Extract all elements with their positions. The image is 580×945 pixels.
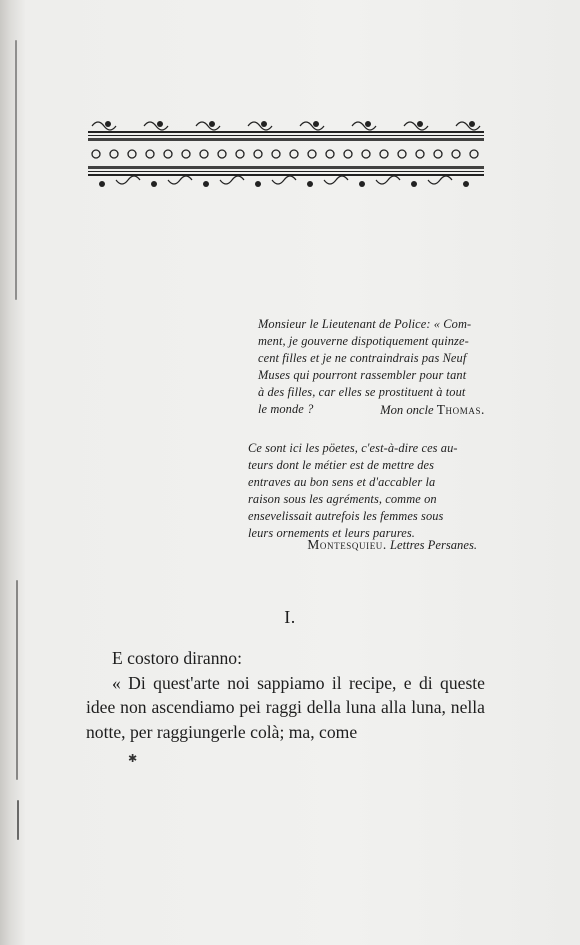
epigraph-line: entraves au bon sens et d'accabler la xyxy=(248,475,436,489)
attribution-name: Montesquieu. xyxy=(307,537,387,552)
epigraph-line: Monsieur le Lieutenant de Police: « Com- xyxy=(258,317,472,331)
epigraph-line: Muses qui pourront rassembler pour tant xyxy=(258,368,467,382)
body-text xyxy=(86,646,485,744)
body-paragraph: « Di quest'arte noi sappiamo il recipe, e di queste idee non ascendiamo pei raggi della luna alla luna, nella notte, per raggiungerle colà; ma, come xyxy=(86,672,485,742)
decorative-header-border xyxy=(88,118,484,190)
binding-shadow xyxy=(15,40,17,300)
epigraph-2 xyxy=(248,440,485,542)
attribution-prefix: Mon oncle xyxy=(380,403,434,417)
epigraph-line: raison sous les agréments, comme on xyxy=(248,492,437,506)
epigraph-line: teurs dont le métier est de mettre des xyxy=(248,458,435,472)
binding-shadow xyxy=(17,800,19,840)
epigraph-line: Ce sont ici les pöetes, c'est-à-dire ces au- xyxy=(248,441,458,455)
epigraph-line: à des filles, car elles se prostituent à tout xyxy=(258,385,466,399)
epigraph-2-attribution xyxy=(307,537,477,553)
chapter-number: I. xyxy=(284,607,296,627)
epigraph-line: ment, je gouverne dispotiquement quinze- xyxy=(258,334,469,348)
ink-speck: ✱ xyxy=(128,753,138,765)
epigraph-line: le monde ? xyxy=(258,402,314,416)
attribution-work: Lettres Persanes. xyxy=(390,538,477,552)
body-intro-line: E costoro diranno: xyxy=(112,648,242,668)
attribution-name: Thomas. xyxy=(436,402,485,417)
epigraph-line: ensevelissait autrefois les femmes sous xyxy=(248,509,444,523)
epigraph-1-attribution xyxy=(380,402,485,418)
epigraph-line: leurs ornements et leurs parures. xyxy=(248,526,416,540)
epigraph-line: cent filles et je ne contraindrais pas Neuf xyxy=(258,351,467,365)
